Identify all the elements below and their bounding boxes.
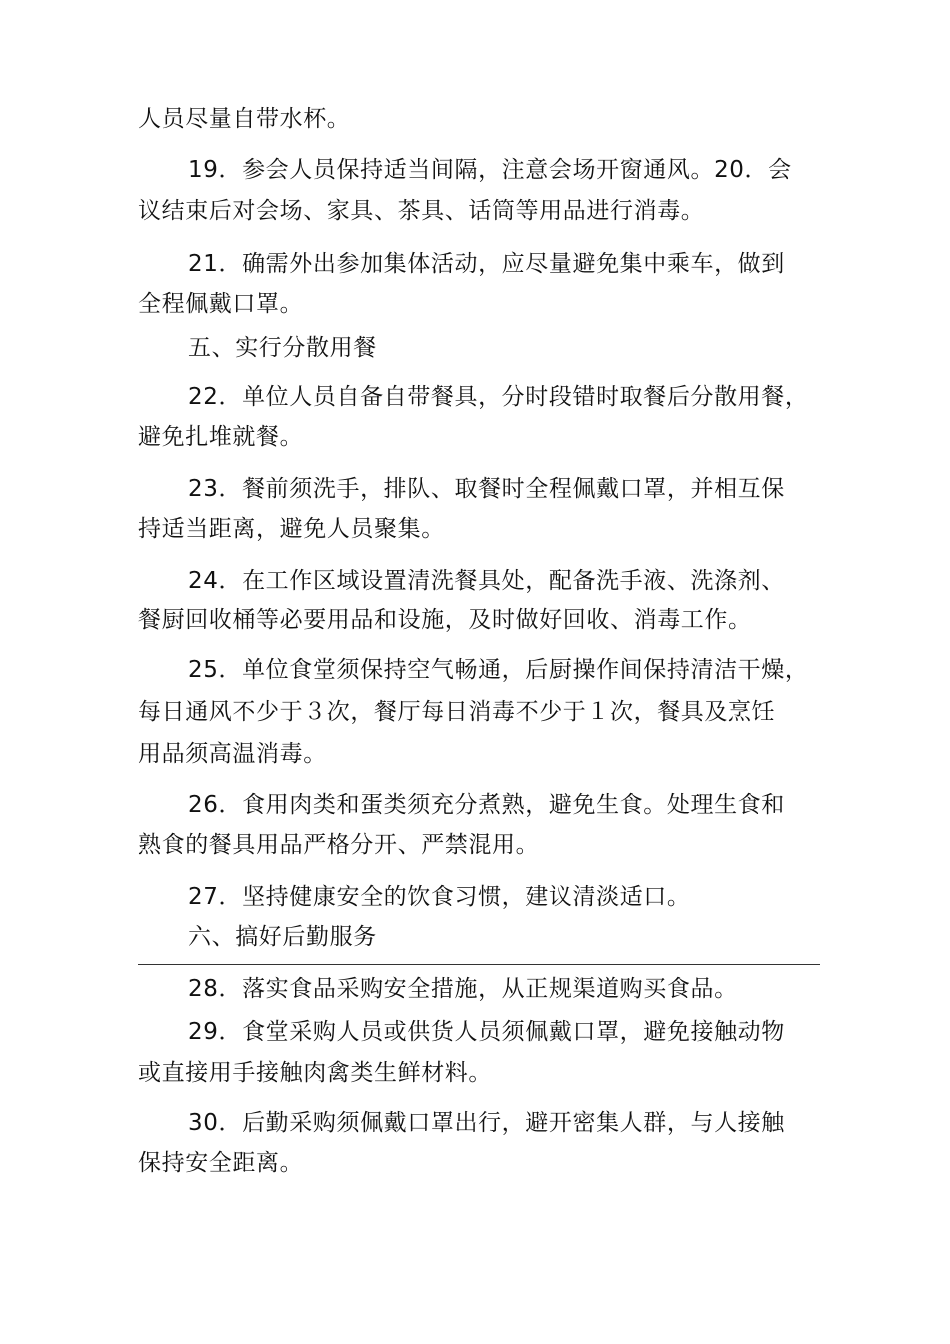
- paragraph-line: 28．落实食品采购安全措施，从正规渠道购买食品。: [188, 976, 738, 1002]
- paragraph-line: 30．后勤采购须佩戴口罩出行，避开密集人群，与人接触: [188, 1110, 785, 1136]
- paragraph-line: 避免扎堆就餐。: [138, 424, 304, 450]
- paragraph-line: 每日通风不少于３次，餐厅每日消毒不少于１次，餐具及烹饪: [138, 699, 776, 725]
- paragraph-line: 29．食堂采购人员或供货人员须佩戴口罩，避免接触动物: [188, 1019, 785, 1045]
- paragraph-line: 22．单位人员自备自带餐具，分时段错时取餐后分散用餐，: [188, 384, 809, 410]
- paragraph-line: 持适当距离，避免人员聚集。: [138, 516, 445, 542]
- paragraph-line: 熟食的餐具用品严格分开、严禁混用。: [138, 832, 540, 858]
- paragraph-line: 用品须高温消毒。: [138, 741, 327, 767]
- paragraph-line: 25．单位食堂须保持空气畅通，后厨操作间保持清洁干燥，: [188, 657, 809, 683]
- section-heading: 六、搞好后勤服务: [188, 924, 377, 950]
- paragraph-line: 餐厨回收桶等必要用品和设施，及时做好回收、消毒工作。: [138, 607, 752, 633]
- paragraph-line: 人员尽量自带水杯。: [138, 106, 351, 132]
- paragraph-line: 26．食用肉类和蛋类须充分煮熟，避免生食。处理生食和: [188, 792, 785, 818]
- paragraph-line: 议结束后对会场、家具、茶具、话筒等用品进行消毒。: [138, 198, 705, 224]
- paragraph-line: 19．参会人员保持适当间隔，注意会场开窗通风。20．会: [188, 157, 792, 183]
- paragraph-line: 21．确需外出参加集体活动，应尽量避免集中乘车，做到: [188, 251, 785, 277]
- section-heading: 五、实行分散用餐: [188, 335, 377, 361]
- paragraph-line: 保持安全距离。: [138, 1150, 304, 1176]
- paragraph-line: 或直接用手接触肉禽类生鲜材料。: [138, 1060, 492, 1086]
- paragraph-line: 27．坚持健康安全的饮食习惯，建议清淡适口。: [188, 884, 691, 910]
- paragraph-line: 全程佩戴口罩。: [138, 291, 304, 317]
- divider-line: [138, 964, 820, 965]
- paragraph-line: 24．在工作区域设置清洗餐具处，配备洗手液、洗涤剂、: [188, 568, 785, 594]
- paragraph-line: 23．餐前须洗手，排队、取餐时全程佩戴口罩，并相互保: [188, 476, 785, 502]
